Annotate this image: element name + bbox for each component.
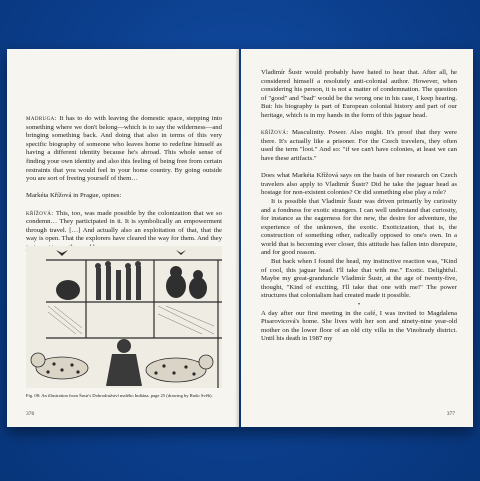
- speaker-madruga: madruga:: [26, 115, 57, 122]
- right-krizova-text: Masculinity. Power. Also might. It's proof that they were there. It's actually like a prisoner. For the Czech travelers, they often used the term "loot." And so: "if we can't have colonies, at least we can have these artifacts.": [261, 129, 457, 162]
- figure-caption: Fig. 08: An illustration from Šustr's Dobrodružství malého Indiána, page 25 (drawing by Rudo Svěb).: [26, 393, 213, 398]
- right-para-3: Does what Markéta Křížová says on the basis of her research on Czech travelers also apply to Vladimír Šustr? Did he take the jaguar head as hostage for non-existent colonies? Or did something else play a role?: [261, 172, 457, 197]
- right-para-1: Vladimír Šustr would probably have hated to hear that. After all, he considered himself a resolutely anti-colonial author. However, when considering his person, it is not a matter of condemnation. The question of "good" and "bad" would be the wrong one in his case, I keep hearing. But: his biography is part of European colonial history and part of our heritage, which is in my hands in the form of this jaguar head.: [261, 69, 457, 119]
- jungle-illustration-image: [26, 246, 222, 388]
- speaker-krizova-right: křížová:: [261, 129, 289, 137]
- krizova-text: This, too, was made possible by the colonization that we so condemn… They participated in it. It is symbolically an empowerment through travel. […] And actually also an exploitation of that, that the way is open. That the explorers have cleared the way for them. And they: [26, 209, 222, 243]
- right-krizova-paragraph: [261, 129, 457, 163]
- right-para-6: A day after our first meeting in the café, I was invited to Magdalena Pisarovicová's home. She lives with her son and ninety-nine year-old mother on the lower floor of an old city villa in the Vinohrady district. Until his death in 1987 my: [261, 309, 457, 343]
- section-separator: •: [357, 302, 361, 309]
- left-page-text: [26, 115, 222, 253]
- madruga-paragraph: [26, 115, 222, 184]
- left-page: [7, 49, 239, 427]
- illustration-figure: [26, 246, 222, 388]
- open-book: [7, 49, 473, 427]
- speaker-krizova: křížová:: [26, 209, 54, 217]
- right-page-text: [261, 69, 457, 344]
- page-number-left: 376: [26, 411, 35, 417]
- right-para-4: It is possible that Vladimír Šustr was driven primarily by curiosity and a fondness for exotic strangers. I can well understand that curiosity, for instance as the eagerness for the new, the desire for adventure, the experience of the unknown, the exotic. Exoticization, that is, the construction of something other, radically opposed to one's own. In a world that is becoming ever closer, this attitude has fallen into disrepute, and for good reason.: [261, 197, 457, 257]
- intro-line: Markéta Křížová in Prague, opines:: [26, 192, 122, 200]
- right-page: [241, 49, 473, 427]
- page-number-right: 377: [446, 411, 455, 417]
- madruga-text: It has to do with leaving the domestic space, stepping into something where we don't belong—which is to say the wilderness—and bringing something back. And doing that also in terms of this very specific biography of someone who leaves home to redefine himself as having a different identity because he's abroad. This whole sense of finding your own identity and also this feeling of being free from certain restraints that you would feel in your home country. By going outside you are sort of freeing yourself of them…: [26, 115, 222, 183]
- right-para-5: But back when I found the head, my instinctive reaction was, "Kind of cool, this jaguar head. I'll take that with me." Exotic. Delightful. Maybe my great-granduncle Vladimír Šustr, at the age of twenty-five, thought, "Kind of exciting, I'll take that one with me!" The power structures that colonialism had created made it possible.: [261, 258, 457, 300]
